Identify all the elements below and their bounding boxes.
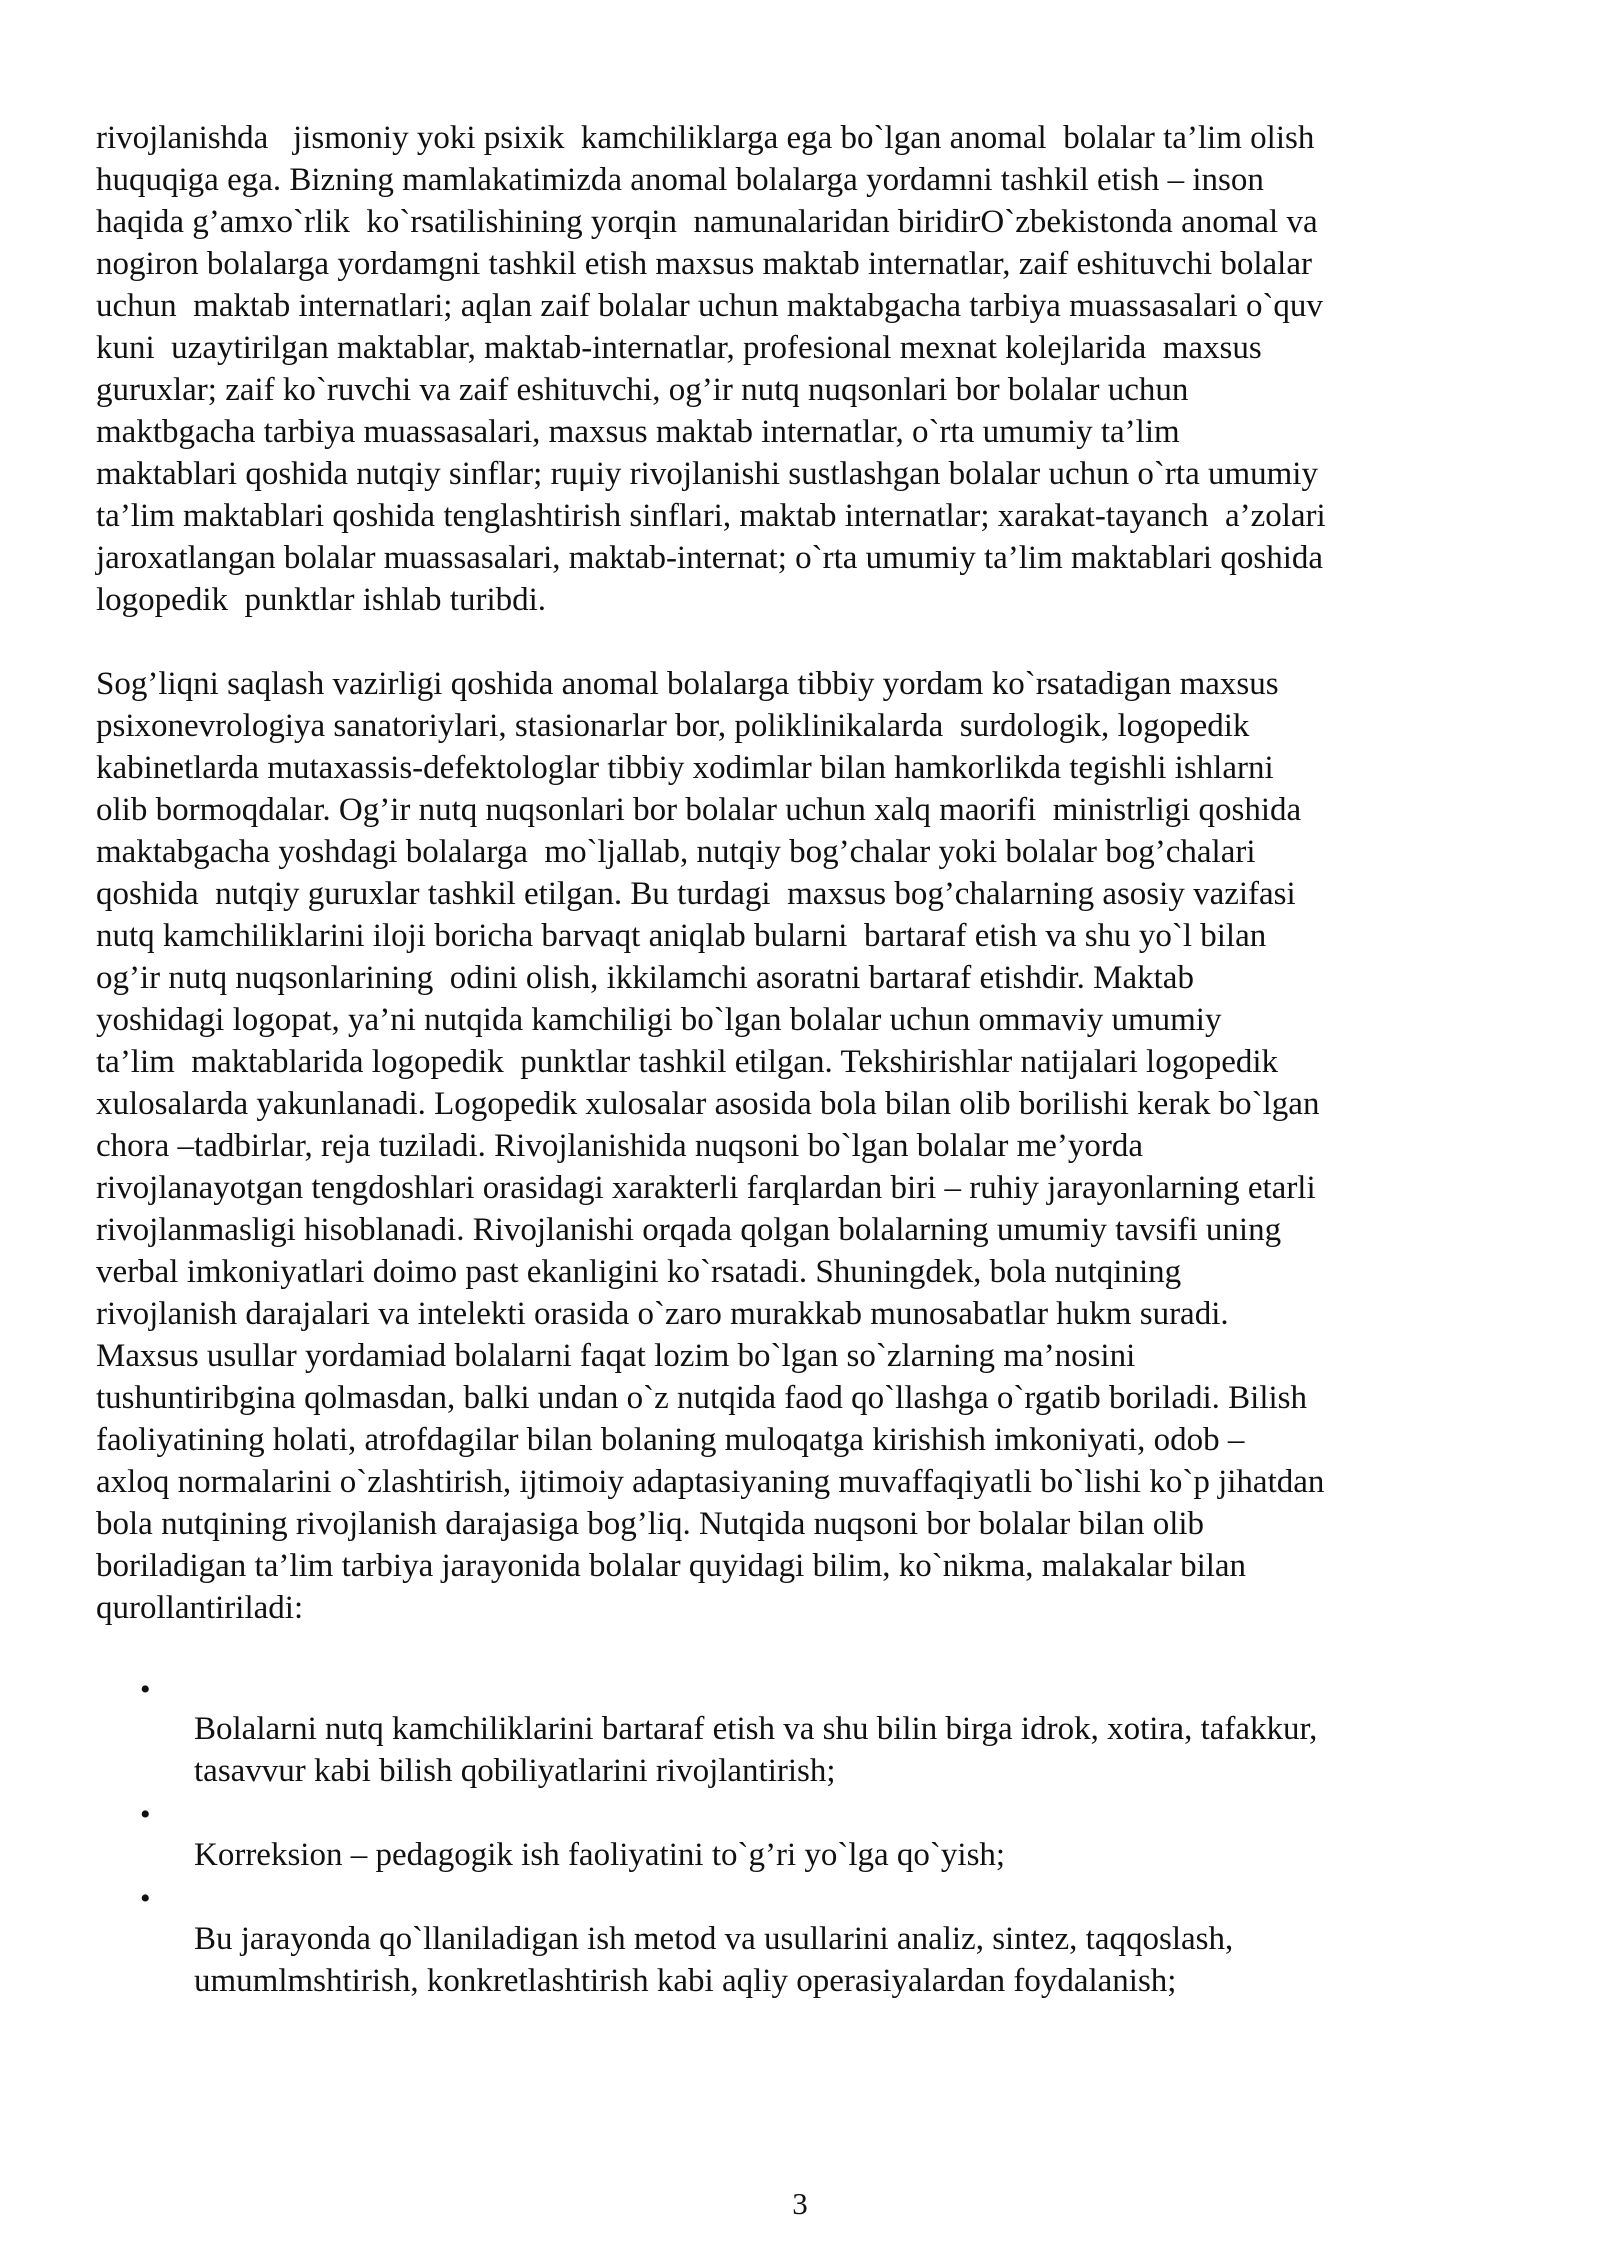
text-line: boriladigan ta’lim tarbiya jarayonida bolalar quyidagi bilim, ko`nikma, malakalar bilan	[96, 1548, 1247, 1584]
text-line: maktbgacha tarbiya muassasalari, maxsus maktab internatlar, o`rta umumiy ta’lim	[96, 414, 1180, 450]
text-line: kuni uzaytirilgan maktablar, maktab-internatlar, profesional mexnat kolejlarida maxsus	[96, 330, 1262, 366]
text-line: qoshida nutqiy guruxlar tashkil etilgan. Bu turdagi maxsus bog’chalarning asosiy vazifasi	[96, 876, 1296, 912]
text-line: axloq normalarini o`zlashtirish, ijtimoiy adaptasiyaning muvaffaqiyatli bo`lishi ko`p jihatdan	[96, 1464, 1325, 1500]
text-line: guruxlar; zaif ko`ruvchi va zaif eshituvchi, og’ir nutq nuqsonlari bor bolalar uchun	[96, 372, 1189, 408]
list-item-text: tasavvur kabi bilish qobiliyatlarini rivojlantirish;	[194, 1753, 836, 1789]
text-line: rivojlanmasligi hisoblanadi. Rivojlanishi orqada qolgan bolalarning umumiy tavsifi uning	[96, 1212, 1282, 1248]
text-line: haqida g’amxo`rlik ko`rsatilishining yorqin namunalaridan biridirO`zbekistonda anomal va	[96, 204, 1318, 240]
text-line: yoshidagi logopat, ya’ni nutqida kamchiligi bo`lgan bolalar uchun ommaviy umumiy	[96, 1002, 1222, 1038]
text-line: olib bormoqdalar. Og’ir nutq nuqsonlari bor bolalar uchun xalq maorifi ministrligi qoshida	[96, 792, 1302, 828]
text-line: huquqiga ega. Bizning mamlakatimizda anomal bolalarga yordamni tashkil etish – inson	[96, 162, 1264, 198]
bullet-icon: •	[140, 1882, 151, 1915]
text-line: tushuntiribgina qolmasdan, balki undan o`z nutqida faod qo`llashga o`rgatib boriladi. Bilish	[96, 1380, 1308, 1416]
text-line: nutq kamchiliklarini iloji boricha barvaqt aniqlab bularni bartaraf etish va shu yo`l bilan	[96, 918, 1267, 954]
text-line: ta’lim maktablarida logopedik punktlar tashkil etilgan. Tekshirishlar natijalari logopedik	[96, 1044, 1279, 1080]
text-line: bola nutqining rivojlanish darajasiga bog’liq. Nutqida nuqsoni bor bolalar bilan olib	[96, 1506, 1205, 1542]
text-line: kabinetlarda mutaxassis-defektologlar tibbiy xodimlar bilan hamkorlikda tegishli ishlarni	[96, 750, 1274, 786]
list-item-text: Bu jarayonda qo`llaniladigan ish metod va usullarini analiz, sintez, taqqoslash,	[194, 1921, 1234, 1957]
page-number: 3	[792, 2186, 808, 2221]
text-line: chora –tadbirlar, reja tuziladi. Rivojlanishida nuqsoni bo`lgan bolalar me’yorda	[96, 1128, 1144, 1164]
list-item-text: Bolalarni nutq kamchiliklarini bartaraf etish va shu bilin birga idrok, xotira, tafakkur,	[194, 1711, 1318, 1747]
bullet-icon: •	[140, 1798, 151, 1831]
text-line: psixonevrologiya sanatoriylari, stasionarlar bor, poliklinikalarda surdologik, logopedik	[96, 708, 1250, 744]
text-line: rivojlanishda jismoniy yoki psixik kamchiliklarga ega bo`lgan anomal bolalar ta’lim olish	[96, 120, 1315, 156]
text-line: maktablari qoshida nutqiy sinflar; ruμiy rivojlanishi sustlashgan bolalar uchun o`rta umumiy	[96, 456, 1318, 492]
text-line: rivojlanish darajalari va intelekti orasida o`zaro murakkab munosabatlar hukm suradi.	[96, 1296, 1229, 1332]
list-item-text: umumlmshtirish, konkretlashtirish kabi aqliy operasiyalardan foydalanish;	[194, 1963, 1177, 1999]
text-line: faoliyatining holati, atrofdagilar bilan bolaning muloqatga kirishish imkoniyati, odob –	[96, 1422, 1245, 1458]
text-line: uchun maktab internatlari; aqlan zaif bolalar uchun maktabgacha tarbiya muassasalari o`quv	[96, 288, 1323, 324]
text-line: Sog’liqni saqlash vazirligi qoshida anomal bolalarga tibbiy yordam ko`rsatadigan maxsus	[96, 666, 1279, 702]
text-line: nogiron bolalarga yordamgni tashkil etish maxsus maktab internatlar, zaif eshituvchi bolalar	[96, 246, 1312, 282]
text-line: qurollantiriladi:	[96, 1590, 304, 1626]
text-line: Maxsus usullar yordamiad bolalarni faqat lozim bo`lgan so`zlarning ma’nosini	[96, 1338, 1136, 1374]
text-line: maktabgacha yoshdagi bolalarga mo`ljallab, nutqiy bog’chalar yoki bolalar bog’chalari	[96, 834, 1256, 870]
text-line: ta’lim maktablari qoshida tenglashtirish sinflari, maktab internatlar; xarakat-tayanch a’zolari	[96, 498, 1326, 534]
text-line: xulosalarda yakunlanadi. Logopedik xulosalar asosida bola bilan olib borilishi kerak bo`lgan	[96, 1086, 1320, 1122]
text-line: og’ir nutq nuqsonlarining odini olish, ikkilamchi asoratni bartaraf etishdir. Maktab	[96, 960, 1194, 996]
text-line: jaroxatlangan bolalar muassasalari, maktab-internat; o`rta umumiy ta’lim maktablari qoshida	[96, 540, 1324, 576]
bullet-icon: •	[140, 1673, 151, 1706]
text-line: verbal imkoniyatlari doimo past ekanligini ko`rsatadi. Shuningdek, bola nutqining	[96, 1254, 1182, 1290]
list-item-text: Korreksion – pedagogik ish faoliyatini to`g’ri yo`lga qo`yish;	[194, 1837, 1006, 1873]
text-line: rivojlanayotgan tengdoshlari orasidagi xarakterli farqlardan biri – ruhiy jarayonlarning etarli	[96, 1170, 1316, 1206]
text-line: logopedik punktlar ishlab turibdi.	[96, 582, 547, 618]
